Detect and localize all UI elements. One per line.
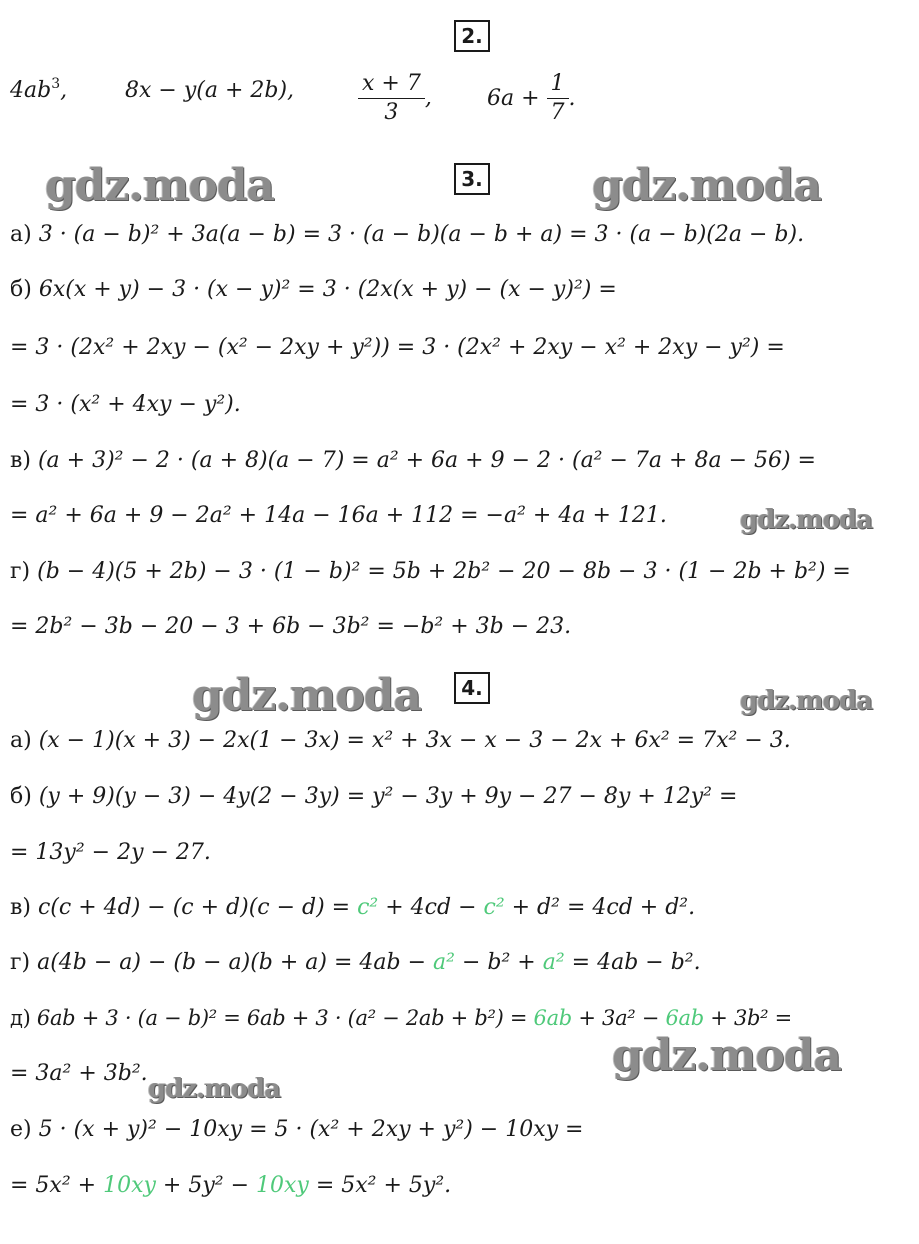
item-label: а) — [10, 222, 39, 247]
highlighted-term: 10xy — [256, 1173, 309, 1198]
item-label: в) — [10, 448, 38, 473]
task4-line-b1 — [10, 782, 919, 812]
highlighted-term: 10xy — [103, 1173, 156, 1198]
equation-part: − b² + — [454, 950, 543, 975]
task-number-3: 3. — [454, 163, 490, 195]
equation: = 2b² − 3b − 20 − 3 + 6b − 3b² = −b² + 3b − 23. — [10, 614, 572, 639]
equation: 5 · (x + y)² − 10xy = 5 · (x² + 2xy + y²) − 10xy = — [38, 1117, 584, 1142]
item-label: г) — [10, 559, 38, 584]
expr-4ab3-comma: , — [60, 78, 68, 103]
task-number-4: 4. — [454, 672, 490, 704]
equation: 3 · (a − b)² + 3a(a − b) = 3 · (a − b)(a − b + a) = 3 · (a − b)(2a − b). — [38, 222, 805, 247]
watermark: gdz.moda — [612, 1030, 842, 1081]
expr-6a: 6a + — [487, 86, 547, 111]
equation: = 3 · (2x² + 2xy − (x² − 2xy + y²)) = 3 · (2x² + 2xy − x² + 2xy − y²) = — [10, 335, 785, 360]
item-label: д) — [10, 1006, 37, 1030]
equation-part: 6ab + 3 · (a − b)² = 6ab + 3 · (a² − 2ab + b²) = — [36, 1006, 534, 1030]
task4-line-d2 — [10, 1059, 919, 1089]
fraction-numerator: 1 — [547, 70, 569, 99]
equation: (y + 9)(y − 3) − 4y(2 − 3y) = y² − 3y + 9y − 27 − 8y + 12y² = — [38, 784, 738, 809]
fraction-denominator: 7 — [550, 100, 565, 125]
equation: = 3a² + 3b². — [10, 1061, 148, 1086]
task4-line-e2 — [10, 1171, 919, 1201]
fraction-x-plus-7 — [358, 70, 425, 127]
task3-line-g1 — [10, 557, 919, 587]
watermark: gdz.moda — [192, 670, 422, 721]
item-label: г) — [10, 950, 38, 975]
equation-part: = 5x² + — [10, 1173, 104, 1198]
item-label: е) — [10, 1117, 39, 1142]
fraction-denominator: 3 — [384, 100, 399, 125]
watermark: gdz.moda — [740, 686, 873, 716]
equation: = a² + 6a + 9 − 2a² + 14a − 16a + 112 = −a² + 4a + 121. — [10, 503, 667, 528]
watermark: gdz.moda — [45, 160, 275, 211]
task3-line-v2 — [10, 501, 919, 531]
expr-6a-plus — [487, 70, 576, 127]
task4-line-g — [10, 948, 919, 978]
task4-line-b2 — [10, 838, 919, 868]
item-label: б) — [10, 784, 39, 809]
task3-line-v1 — [10, 446, 919, 476]
expr-4ab3-exp: 3 — [51, 76, 61, 92]
task3-line-b3 — [10, 390, 919, 420]
equation: (b − 4)(5 + 2b) − 3 · (1 − b)² = 5b + 2b² − 20 − 8b − 3 · (1 − 2b + b²) = — [37, 559, 851, 584]
expr-8x: 8x − y(a + 2b), — [125, 78, 295, 103]
equation-part: + 4cd − — [378, 895, 484, 920]
highlighted-term: 6ab — [533, 1006, 572, 1030]
expr-period: . — [568, 86, 576, 111]
fraction-numerator: x + 7 — [358, 70, 425, 99]
highlighted-term: a² — [433, 950, 455, 975]
equation-part: = 4ab − b². — [564, 950, 701, 975]
equation: (x − 1)(x + 3) − 2x(1 − 3x) = x² + 3x − x − 3 − 2x + 6x² = 7x² − 3. — [38, 728, 791, 753]
expr-4ab3-base: 4ab — [10, 78, 52, 103]
task3-line-b1 — [10, 275, 919, 305]
equation-part: + 3b² = — [703, 1006, 792, 1030]
equation: (a + 3)² − 2 · (a + 8)(a − 7) = a² + 6a + 9 − 2 · (a² − 7a + 8a − 56) = — [37, 448, 816, 473]
watermark: gdz.moda — [592, 160, 822, 211]
task3-line-g2 — [10, 612, 919, 642]
highlighted-term: c² — [357, 895, 379, 920]
fraction-one-seventh — [547, 70, 569, 127]
task4-line-v — [10, 893, 919, 923]
expr-fraction — [358, 70, 432, 127]
task3-line-b2 — [10, 333, 919, 363]
equation: = 13y² − 2y − 27. — [10, 840, 211, 865]
task-number-2: 2. — [454, 20, 490, 52]
equation: = 3 · (x² + 4xy − y²). — [10, 392, 241, 417]
equation: 6x(x + y) − 3 · (x − y)² = 3 · (2x(x + y) − (x − y)²) = — [38, 277, 617, 302]
equation-part: + 5y² − — [155, 1173, 257, 1198]
equation-part: = 5x² + 5y². — [308, 1173, 452, 1198]
task3-line-a — [10, 220, 919, 250]
task4-line-d1 — [10, 1003, 919, 1033]
equation-part: a(4b − a) − (b − a)(b + a) = 4ab − — [37, 950, 434, 975]
item-label: а) — [10, 728, 39, 753]
equation-part: + d² = 4cd + d². — [504, 895, 696, 920]
item-label: в) — [10, 895, 38, 920]
highlighted-term: c² — [483, 895, 505, 920]
expr-4ab3 — [10, 78, 67, 103]
highlighted-term: a² — [542, 950, 565, 975]
task4-line-e1 — [10, 1115, 919, 1145]
equation-part: c(c + 4d) − (c + d)(c − d) = — [37, 895, 358, 920]
watermark: gdz.moda — [740, 505, 873, 535]
highlighted-term: 6ab — [665, 1006, 704, 1030]
item-label: б) — [10, 277, 39, 302]
fraction-comma: , — [424, 85, 432, 111]
watermark: gdz.moda — [148, 1074, 281, 1104]
equation-part: + 3a² − — [571, 1006, 666, 1030]
task4-line-a — [10, 726, 919, 756]
